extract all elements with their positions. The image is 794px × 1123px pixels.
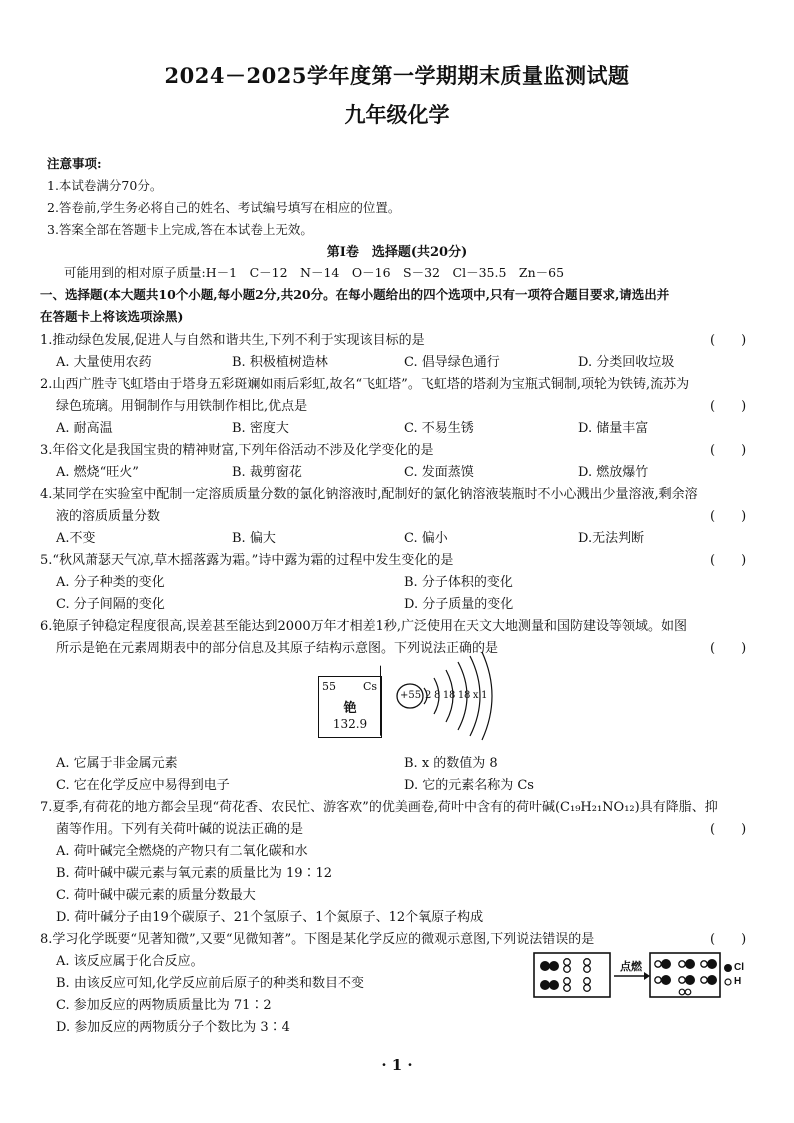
- h2-molecule: [564, 959, 571, 973]
- notice-heading: 注意事项:: [47, 156, 102, 171]
- option-d: D. 参加反应的两物质分子个数比为 3∶4: [56, 1020, 290, 1035]
- element-card: [318, 676, 382, 738]
- instructions: 一、选择题(本大题共10个小题,每小题2分,共20分。在每小题给出的四个选项中,只有一项符合题目要求,请选出并: [40, 287, 670, 302]
- answer-paren: ( ): [710, 443, 747, 458]
- option-b: B. x 的数值为 8: [404, 756, 498, 771]
- question-2-cont: 绿色琉璃。用铜制作与用铁制作相比,优点是: [56, 399, 308, 414]
- question-8: 8.学习化学既要“见著知微”,又要“见微知著”。下图是某化学反应的微观示意图,下列说法错误的是: [40, 932, 595, 947]
- cl2-molecule: [540, 980, 559, 990]
- nucleus-charge: +55: [400, 690, 422, 701]
- legend-cl: Cl: [734, 962, 744, 973]
- option-d: D. 它的元素名称为 Cs: [404, 778, 534, 793]
- option-a: A. 分子种类的变化: [56, 575, 165, 590]
- section-title: 第Ⅰ卷 选择题(共20分): [326, 245, 468, 260]
- question-1: 1.推动绿色发展,促进人与自然和谐共生,下列不利于实现该目标的是: [40, 333, 425, 348]
- option-d: D. 荷叶碱分子由19个碳原子、21个氢原子、1个氮原子、12个氧原子构成: [56, 910, 484, 925]
- option-b: B. 裁剪窗花: [232, 465, 302, 480]
- option-c: C. 发面蒸馍: [404, 465, 474, 480]
- option-a: A. 荷叶碱完全燃烧的产物只有二氧化碳和水: [56, 844, 308, 859]
- question-7: 7.夏季,有荷花的地方都会呈现“荷花香、农民忙、游客欢”的优美画卷,荷叶中含有的荷叶碱(C₁₉H₂₁NO₁₂)具有降脂、抑: [40, 800, 718, 815]
- question-5: 5.“秋风萧瑟天气凉,草木摇落露为霜。”诗中露为霜的过程中发生变化的是: [40, 553, 454, 568]
- element-name: 铯: [343, 701, 357, 716]
- option-a: A. 大量使用农药: [56, 355, 152, 370]
- question-2: 2.山西广胜寺飞虹塔由于塔身五彩斑斓如雨后彩虹,故名“飞虹塔”。飞虹塔的塔刹为宝瓶式铜制,项轮为铁铸,流苏为: [40, 377, 690, 392]
- notice-item: 2.答卷前,学生务必将自己的姓名、考试编号填写在相应的位置。: [47, 200, 401, 215]
- electron-shells: 2 8 18 18 x 1: [425, 690, 488, 701]
- answer-paren: ( ): [710, 333, 747, 348]
- element-symbol: Cs: [362, 680, 377, 693]
- card-side-edge: [380, 665, 381, 736]
- option-c: C. 分子间隔的变化: [56, 597, 165, 612]
- exam-title: 2024－2025学年度第一学期期末质量监测试题: [164, 63, 630, 88]
- option-a: A. 耐高温: [56, 421, 113, 436]
- option-b: B. 荷叶碱中碳元素与氧元素的质量比为 19∶12: [56, 866, 333, 881]
- h2-molecule: [584, 978, 591, 992]
- option-a: A. 该反应属于化合反应。: [56, 954, 204, 969]
- question-7-cont: 菌等作用。下列有关荷叶碱的说法正确的是: [56, 822, 304, 837]
- reaction-condition: 点燃: [620, 960, 642, 973]
- hcl-molecule: [655, 975, 671, 985]
- option-a: A. 它属于非金属元素: [56, 756, 178, 771]
- option-d: D. 储量丰富: [578, 421, 649, 436]
- option-c: C. 偏小: [404, 531, 448, 546]
- option-b: B. 偏大: [232, 531, 276, 546]
- option-c: C. 不易生锈: [404, 421, 474, 436]
- answer-paren: ( ): [710, 822, 747, 837]
- option-b: B. 密度大: [232, 421, 289, 436]
- cl2-molecule: [540, 961, 559, 971]
- option-b: B. 分子体积的变化: [404, 575, 513, 590]
- question-4-cont: 液的溶质质量分数: [56, 509, 161, 524]
- h2-molecule: [679, 989, 691, 995]
- notice-item: 3.答案全部在答题卡上完成,答在本试卷上无效。: [47, 222, 313, 237]
- atomic-mass: 132.9: [332, 717, 368, 731]
- hcl-molecule: [679, 959, 695, 969]
- atomic-masses: 可能用到的相对原子质量:H－1 C－12 N－14 O－16 S－32 Cl－35.5 Zn－65: [64, 265, 565, 280]
- atomic-number: 55: [322, 680, 336, 693]
- notice-item: 1.本试卷满分70分。: [47, 178, 163, 193]
- answer-paren: ( ): [710, 932, 747, 947]
- question-3: 3.年俗文化是我国宝贵的精神财富,下列年俗活动不涉及化学变化的是: [40, 443, 434, 458]
- option-a: A. 燃烧“旺火”: [56, 465, 139, 480]
- option-a: A.不变: [56, 531, 96, 546]
- option-b: B. 由该反应可知,化学反应前后原子的种类和数目不变: [56, 976, 364, 991]
- page-number: · 1 ·: [381, 1056, 413, 1074]
- option-b: B. 积极植树造林: [232, 355, 328, 370]
- option-c: C. 荷叶碱中碳元素的质量分数最大: [56, 888, 256, 903]
- question-6-cont: 所示是铯在元素周期表中的部分信息及其原子结构示意图。下列说法正确的是: [56, 641, 499, 656]
- legend-h: H: [734, 976, 742, 987]
- option-c: C. 倡导绿色通行: [404, 355, 500, 370]
- question-6: 6.铯原子钟稳定程度很高,误差甚至能达到2000万年才相差1秒,广泛使用在天文大地测量和国防建设等领域。如图: [40, 619, 688, 634]
- answer-paren: ( ): [710, 399, 747, 414]
- answer-paren: ( ): [710, 509, 747, 524]
- answer-paren: ( ): [710, 641, 747, 656]
- option-d: D. 分子质量的变化: [404, 597, 514, 612]
- answer-paren: ( ): [710, 553, 747, 568]
- question-4: 4.某同学在实验室中配制一定溶质质量分数的氯化钠溶液时,配制好的氯化钠溶液装瓶时不小心溅出少量溶液,剩余溶: [40, 487, 698, 502]
- h2-molecule: [584, 959, 591, 973]
- exam-subtitle: 九年级化学: [344, 102, 450, 127]
- option-c: C. 它在化学反应中易得到电子: [56, 778, 230, 793]
- hcl-molecule: [701, 959, 717, 969]
- instructions: 在答题卡上将该选项涂黑): [40, 309, 184, 324]
- option-c: C. 参加反应的两物质质量比为 71∶2: [56, 998, 272, 1013]
- h2-molecule: [564, 978, 571, 992]
- hcl-molecule: [679, 975, 695, 985]
- option-d: D. 分类回收垃圾: [578, 355, 675, 370]
- option-d: D.无法判断: [578, 531, 645, 546]
- hcl-molecule: [655, 959, 671, 969]
- hcl-molecule: [701, 975, 717, 985]
- option-d: D. 燃放爆竹: [578, 465, 649, 480]
